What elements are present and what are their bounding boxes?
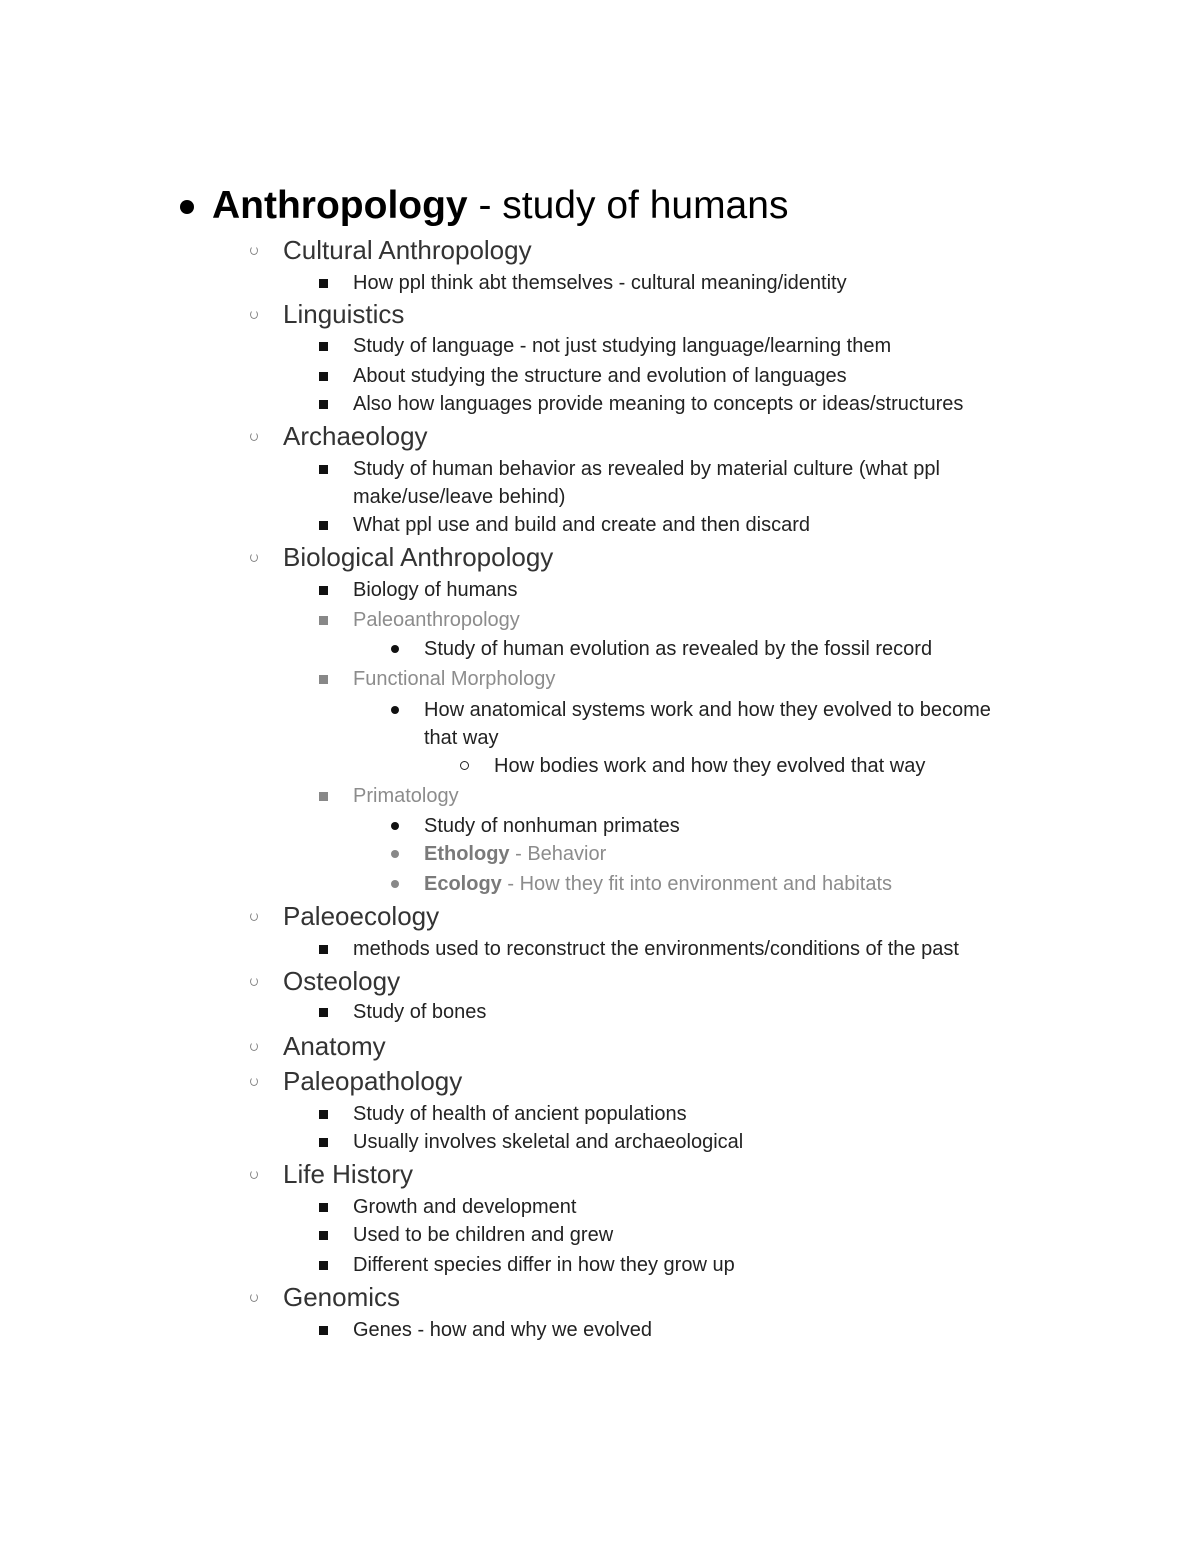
square-bullet-icon	[319, 1138, 328, 1147]
square-bullet-icon	[319, 465, 328, 474]
hollow-bullet-icon	[250, 1170, 258, 1179]
square-bullet-icon	[319, 342, 328, 351]
hollow-bullet-icon	[250, 553, 258, 562]
square-bullet-icon	[319, 792, 328, 801]
hollow-bullet-icon	[250, 912, 258, 921]
square-bullet-icon	[319, 945, 328, 954]
filled-bullet-icon	[391, 850, 399, 858]
square-bullet-icon	[319, 1326, 328, 1335]
square-bullet-icon	[319, 1008, 328, 1017]
square-bullet-icon	[319, 586, 328, 595]
filled-bullet-icon	[391, 880, 399, 888]
outline-title	[0, 178, 900, 234]
square-bullet-icon	[319, 1110, 328, 1119]
title-definition: - study of humans	[467, 184, 789, 227]
hollow-bullet-icon	[250, 1042, 258, 1051]
filled-bullet-icon	[180, 200, 194, 214]
square-bullet-icon	[319, 279, 328, 288]
filled-bullet-icon	[391, 822, 399, 830]
hollow-bullet-icon	[250, 977, 258, 986]
square-bullet-icon	[319, 372, 328, 381]
square-bullet-icon	[319, 1231, 328, 1240]
title-term: Anthropology	[212, 184, 468, 227]
hollow-bullet-icon	[250, 432, 258, 441]
square-bullet-icon	[319, 521, 328, 530]
square-bullet-icon	[319, 1261, 328, 1270]
filled-bullet-icon	[391, 706, 399, 714]
hollow-bullet-icon	[250, 246, 258, 255]
hollow-bullet-icon	[250, 1077, 258, 1086]
filled-bullet-icon	[391, 645, 399, 653]
square-bullet-icon	[319, 675, 328, 684]
square-bullet-icon	[319, 400, 328, 409]
hollow-circle-bullet-icon	[460, 761, 469, 770]
hollow-bullet-icon	[250, 1293, 258, 1302]
hollow-bullet-icon	[250, 310, 258, 319]
document-page: Anthropology - study of humans Cultural Anthropology How ppl think abt themselves - cultural meaning/identity Linguistics Study of language - not just studying language/learning them About studying the structure and evolution of languages Also how languages provide meaning to concepts or ideas/structures Archaeology Study of human behavior as revealed by material culture (what ppl make/use/leave behind) What ppl use and build and create and then discard Biological Anthropology Biology of humans Paleoanthropology Study of human evolution as revealed by the fossil record Functional Morphology How anatomical systems work and how they evolved to become that way How bodies work and how they evolved that way Primatology Study of nonhuman primates Ethology - Behavior Ecology - How they fit into environment and habitats Paleoecology methods used to reconstruct the environments/conditions of the past Osteology Study of bones Anatomy Paleopathology Study of health of ancient populations Usually involves skeletal and archaeological Life History Growth and development Used to be children and grew Different species differ in how they grow up Genomics Genes - how and why we evolved	[0, 0, 1200, 1553]
square-bullet-icon	[319, 1203, 328, 1212]
square-bullet-icon	[319, 616, 328, 625]
